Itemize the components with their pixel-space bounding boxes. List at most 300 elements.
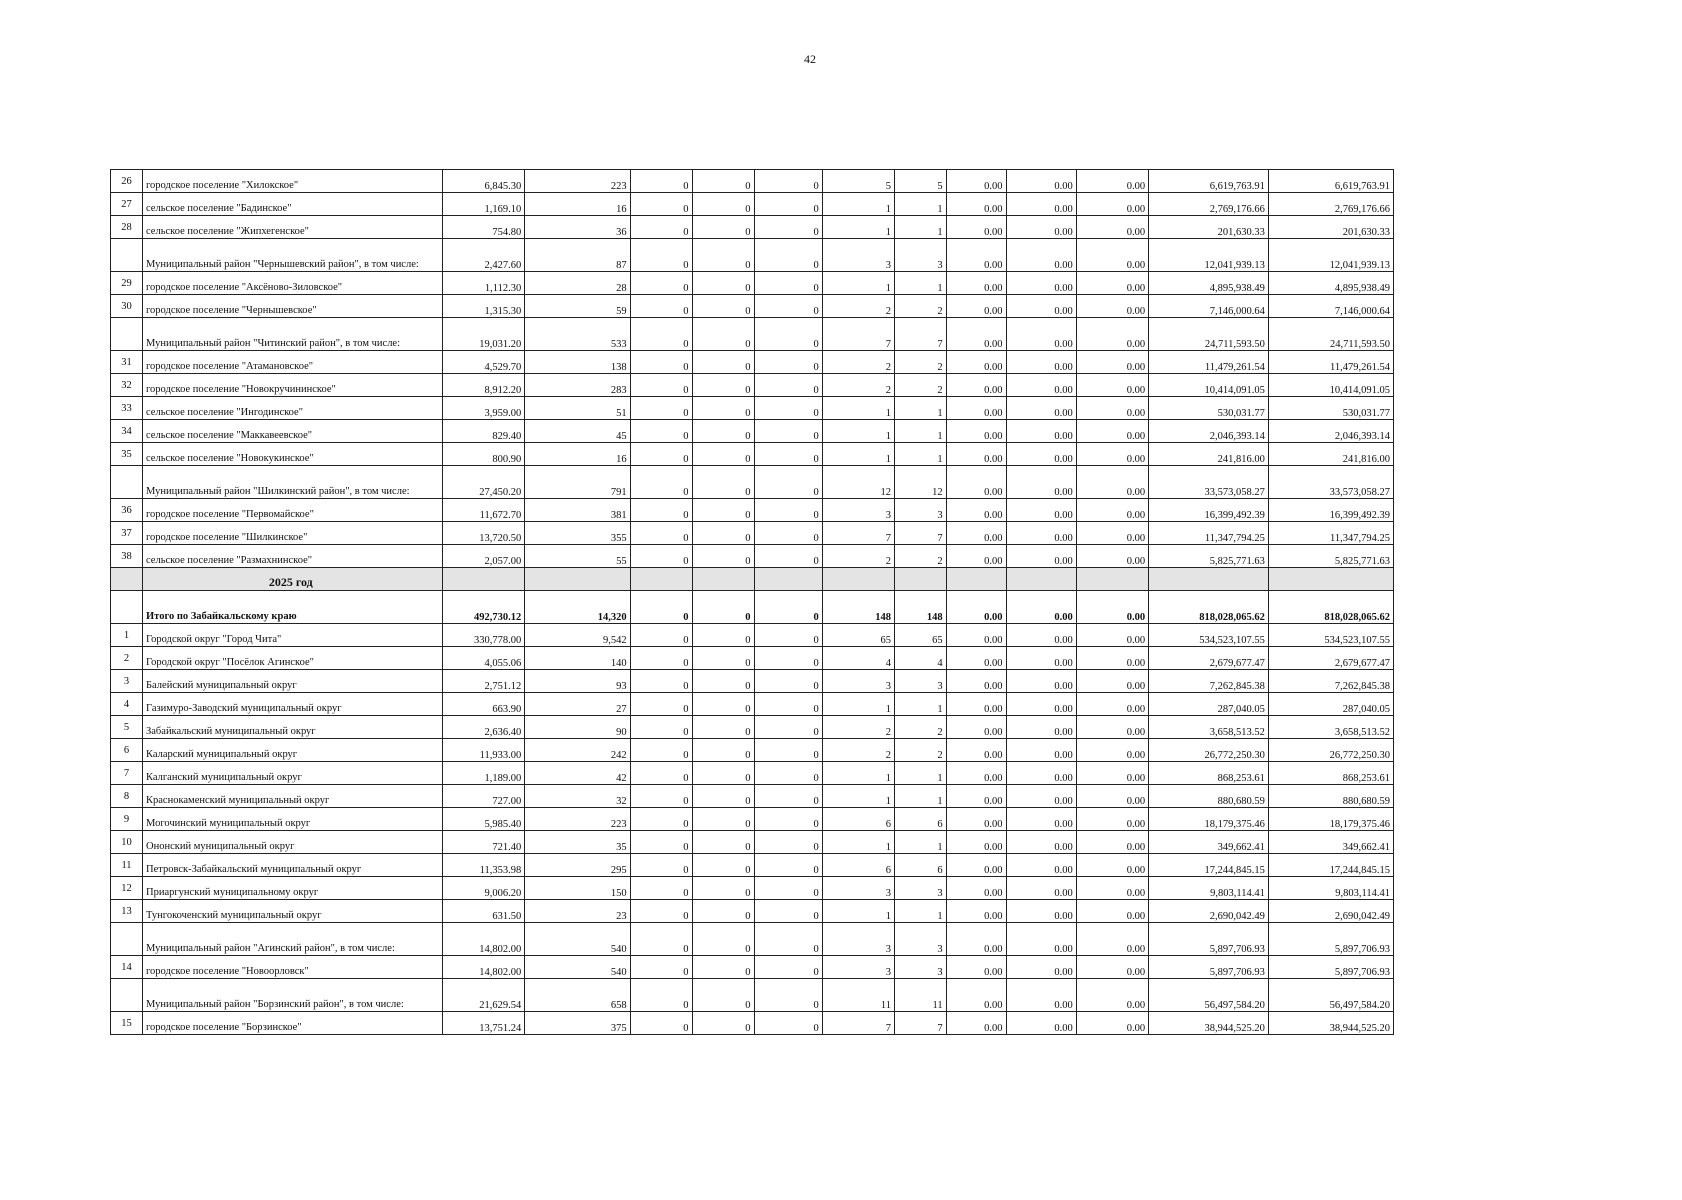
value-cell: 0.00 (1076, 295, 1148, 318)
value-cell: 0.00 (1076, 545, 1148, 568)
value-cell: 0 (754, 670, 822, 693)
value-cell: 3 (822, 923, 894, 956)
value-cell: 6,845.30 (442, 170, 525, 193)
value-cell: 4,895,938.49 (1149, 272, 1269, 295)
value-cell: 868,253.61 (1149, 762, 1269, 785)
value-cell: 19,031.20 (442, 318, 525, 351)
value-cell: 0 (630, 670, 692, 693)
value-cell: 5,897,706.93 (1149, 923, 1269, 956)
value-cell: 6,619,763.91 (1268, 170, 1393, 193)
value-cell: 1 (822, 420, 894, 443)
municipality-name: городское поселение "Новоорловск" (143, 956, 443, 979)
row-number: 10 (111, 831, 143, 854)
value-cell: 0 (754, 739, 822, 762)
value-cell: 0.00 (946, 193, 1006, 216)
value-cell: 540 (525, 923, 630, 956)
value-cell: 0.00 (1006, 923, 1076, 956)
municipality-name: Балейский муниципальный округ (143, 670, 443, 693)
value-cell: 540 (525, 956, 630, 979)
municipality-name: сельское поселение "Бадинское" (143, 193, 443, 216)
value-cell: 0 (630, 831, 692, 854)
value-cell: 381 (525, 499, 630, 522)
municipality-name: сельское поселение "Новокукинское" (143, 443, 443, 466)
value-cell: 754.80 (442, 216, 525, 239)
table-cell (442, 568, 525, 591)
value-cell: 0 (630, 591, 692, 624)
value-cell: 7,262,845.38 (1268, 670, 1393, 693)
value-cell: 0 (630, 762, 692, 785)
value-cell: 38,944,525.20 (1268, 1012, 1393, 1035)
value-cell: 0 (692, 420, 754, 443)
table-row (111, 762, 1394, 785)
table-row (111, 808, 1394, 831)
value-cell: 11,933.00 (442, 739, 525, 762)
value-cell: 2,046,393.14 (1268, 420, 1393, 443)
value-cell: 3 (894, 923, 946, 956)
row-number: 30 (111, 295, 143, 318)
value-cell: 0 (692, 193, 754, 216)
value-cell: 0.00 (946, 693, 1006, 716)
value-cell: 0.00 (946, 647, 1006, 670)
value-cell: 0.00 (1006, 272, 1076, 295)
value-cell: 5 (894, 170, 946, 193)
row-number (111, 466, 143, 499)
municipality-name: Муниципальный район "Борзинский район", в том числе: (143, 979, 443, 1012)
table-row (111, 466, 1394, 499)
value-cell: 5,897,706.93 (1268, 956, 1393, 979)
value-cell: 87 (525, 239, 630, 272)
value-cell: 0 (630, 545, 692, 568)
value-cell: 2 (894, 716, 946, 739)
municipality-name: сельское поселение "Размахнинское" (143, 545, 443, 568)
value-cell: 0.00 (1006, 170, 1076, 193)
value-cell: 11,479,261.54 (1268, 351, 1393, 374)
value-cell: 0 (630, 295, 692, 318)
value-cell: 0 (692, 979, 754, 1012)
value-cell: 0.00 (1076, 591, 1148, 624)
value-cell: 631.50 (442, 900, 525, 923)
value-cell: 0 (692, 397, 754, 420)
value-cell: 2 (822, 295, 894, 318)
table-row (111, 739, 1394, 762)
value-cell: 8,912.20 (442, 374, 525, 397)
municipality-name: городское поселение "Чернышевское" (143, 295, 443, 318)
value-cell: 0.00 (946, 443, 1006, 466)
value-cell: 3,658,513.52 (1149, 716, 1269, 739)
value-cell: 0.00 (1006, 854, 1076, 877)
row-number: 6 (111, 739, 143, 762)
table-cell (1006, 568, 1076, 591)
value-cell: 0.00 (1076, 351, 1148, 374)
value-cell: 14,320 (525, 591, 630, 624)
value-cell: 0.00 (946, 170, 1006, 193)
table-cell (1268, 568, 1393, 591)
value-cell: 349,662.41 (1149, 831, 1269, 854)
value-cell: 0 (754, 397, 822, 420)
value-cell: 0 (754, 443, 822, 466)
value-cell: 150 (525, 877, 630, 900)
value-cell: 0 (754, 522, 822, 545)
value-cell: 9,542 (525, 624, 630, 647)
value-cell: 0 (630, 272, 692, 295)
value-cell: 13,720.50 (442, 522, 525, 545)
value-cell: 0.00 (1076, 956, 1148, 979)
value-cell: 1 (822, 397, 894, 420)
value-cell: 0 (692, 877, 754, 900)
value-cell: 2,679,677.47 (1149, 647, 1269, 670)
row-number: 9 (111, 808, 143, 831)
value-cell: 0.00 (946, 545, 1006, 568)
value-cell: 0.00 (946, 591, 1006, 624)
table-body (111, 170, 1394, 1035)
municipality-name: городское поселение "Атамановское" (143, 351, 443, 374)
value-cell: 7 (822, 522, 894, 545)
value-cell: 0.00 (1076, 808, 1148, 831)
value-cell: 287,040.05 (1268, 693, 1393, 716)
value-cell: 23 (525, 900, 630, 923)
row-number: 2 (111, 647, 143, 670)
value-cell: 12,041,939.13 (1149, 239, 1269, 272)
value-cell: 0.00 (946, 295, 1006, 318)
value-cell: 0.00 (946, 877, 1006, 900)
value-cell: 0 (754, 193, 822, 216)
value-cell: 0 (630, 900, 692, 923)
value-cell: 0 (692, 739, 754, 762)
value-cell: 0 (692, 647, 754, 670)
value-cell: 0.00 (1006, 591, 1076, 624)
municipality-name: Городской округ "Посёлок Агинское" (143, 647, 443, 670)
value-cell: 0 (754, 762, 822, 785)
value-cell: 1 (894, 693, 946, 716)
value-cell: 530,031.77 (1149, 397, 1269, 420)
table-row (111, 716, 1394, 739)
value-cell: 1,112.30 (442, 272, 525, 295)
value-cell: 0 (754, 624, 822, 647)
value-cell: 0 (692, 443, 754, 466)
value-cell: 0.00 (1076, 624, 1148, 647)
value-cell: 7 (894, 318, 946, 351)
table-row (111, 193, 1394, 216)
value-cell: 5,897,706.93 (1268, 923, 1393, 956)
value-cell: 65 (894, 624, 946, 647)
value-cell: 0.00 (1076, 923, 1148, 956)
value-cell: 0.00 (1006, 216, 1076, 239)
table-row (111, 272, 1394, 295)
row-number: 7 (111, 762, 143, 785)
row-number: 34 (111, 420, 143, 443)
value-cell: 2,636.40 (442, 716, 525, 739)
value-cell: 0 (692, 923, 754, 956)
value-cell: 0 (692, 295, 754, 318)
value-cell: 0.00 (946, 762, 1006, 785)
table-row (111, 295, 1394, 318)
value-cell: 11,672.70 (442, 499, 525, 522)
value-cell: 0.00 (1006, 443, 1076, 466)
value-cell: 2 (894, 295, 946, 318)
value-cell: 51 (525, 397, 630, 420)
row-number: 36 (111, 499, 143, 522)
municipality-name: Муниципальный район "Агинский район", в том числе: (143, 923, 443, 956)
table-row (111, 522, 1394, 545)
value-cell: 868,253.61 (1268, 762, 1393, 785)
value-cell: 0 (754, 785, 822, 808)
value-cell: 534,523,107.55 (1268, 624, 1393, 647)
municipality-name: Тунгокоченский муниципальный округ (143, 900, 443, 923)
value-cell: 0.00 (1006, 193, 1076, 216)
municipality-name: Петровск-Забайкальский муниципальный округ (143, 854, 443, 877)
value-cell: 791 (525, 466, 630, 499)
value-cell: 0 (692, 624, 754, 647)
value-cell: 7 (894, 1012, 946, 1035)
value-cell: 12,041,939.13 (1268, 239, 1393, 272)
value-cell: 0 (692, 808, 754, 831)
value-cell: 0 (630, 647, 692, 670)
row-number: 13 (111, 900, 143, 923)
row-number: 4 (111, 693, 143, 716)
value-cell: 5,985.40 (442, 808, 525, 831)
municipality-name: Газимуро-Заводский муниципальный округ (143, 693, 443, 716)
table-row (111, 397, 1394, 420)
value-cell: 0.00 (1006, 808, 1076, 831)
value-cell: 242 (525, 739, 630, 762)
municipality-name: городское поселение "Первомайское" (143, 499, 443, 522)
value-cell: 0.00 (1006, 693, 1076, 716)
row-number: 15 (111, 1012, 143, 1035)
value-cell: 7,146,000.64 (1149, 295, 1269, 318)
value-cell: 829.40 (442, 420, 525, 443)
municipality-name: городское поселение "Шилкинское" (143, 522, 443, 545)
table-cell (822, 568, 894, 591)
value-cell: 0.00 (1076, 420, 1148, 443)
value-cell: 3 (894, 239, 946, 272)
value-cell: 1 (894, 397, 946, 420)
value-cell: 3 (894, 877, 946, 900)
value-cell: 0 (630, 808, 692, 831)
value-cell: 0.00 (946, 499, 1006, 522)
value-cell: 0 (754, 499, 822, 522)
value-cell: 658 (525, 979, 630, 1012)
municipality-name: сельское поселение "Маккавеевское" (143, 420, 443, 443)
value-cell: 0.00 (1006, 647, 1076, 670)
value-cell: 3 (822, 499, 894, 522)
value-cell: 16 (525, 443, 630, 466)
value-cell: 0.00 (946, 318, 1006, 351)
value-cell: 9,803,114.41 (1149, 877, 1269, 900)
value-cell: 11,347,794.25 (1149, 522, 1269, 545)
value-cell: 28 (525, 272, 630, 295)
value-cell: 0 (692, 272, 754, 295)
municipality-name: Каларский муниципальный округ (143, 739, 443, 762)
value-cell: 1,169.10 (442, 193, 525, 216)
row-number: 31 (111, 351, 143, 374)
value-cell: 0.00 (1006, 420, 1076, 443)
value-cell: 3,658,513.52 (1268, 716, 1393, 739)
row-number: 5 (111, 716, 143, 739)
value-cell: 0.00 (946, 739, 1006, 762)
value-cell: 241,816.00 (1268, 443, 1393, 466)
value-cell: 0 (630, 956, 692, 979)
value-cell: 4,055.06 (442, 647, 525, 670)
value-cell: 0.00 (1006, 900, 1076, 923)
value-cell: 0.00 (1076, 466, 1148, 499)
value-cell: 18,179,375.46 (1149, 808, 1269, 831)
value-cell: 59 (525, 295, 630, 318)
value-cell: 223 (525, 170, 630, 193)
year-label: 2025 год (143, 568, 443, 591)
value-cell: 0 (754, 854, 822, 877)
value-cell: 90 (525, 716, 630, 739)
value-cell: 1 (822, 693, 894, 716)
value-cell: 1 (894, 785, 946, 808)
table-row (111, 170, 1394, 193)
value-cell: 2,751.12 (442, 670, 525, 693)
table-row (111, 443, 1394, 466)
value-cell: 2 (894, 545, 946, 568)
row-number (111, 591, 143, 624)
value-cell: 355 (525, 522, 630, 545)
municipality-name: Итого по Забайкальскому краю (143, 591, 443, 624)
value-cell: 818,028,065.62 (1149, 591, 1269, 624)
value-cell: 0 (692, 239, 754, 272)
value-cell: 56,497,584.20 (1268, 979, 1393, 1012)
municipality-name: Муниципальный район "Чернышевский район", в том числе: (143, 239, 443, 272)
value-cell: 32 (525, 785, 630, 808)
value-cell: 0 (754, 591, 822, 624)
value-cell: 0 (630, 522, 692, 545)
value-cell: 36 (525, 216, 630, 239)
value-cell: 0 (754, 216, 822, 239)
value-cell: 0 (754, 318, 822, 351)
value-cell: 0 (692, 351, 754, 374)
value-cell: 0.00 (1006, 716, 1076, 739)
value-cell: 7 (894, 522, 946, 545)
value-cell: 0 (630, 854, 692, 877)
value-cell: 0.00 (946, 216, 1006, 239)
value-cell: 0 (692, 900, 754, 923)
value-cell: 0.00 (1076, 522, 1148, 545)
value-cell: 0 (754, 170, 822, 193)
municipality-name: Калганский муниципальный округ (143, 762, 443, 785)
table-cell (692, 568, 754, 591)
value-cell: 24,711,593.50 (1149, 318, 1269, 351)
row-number: 32 (111, 374, 143, 397)
value-cell: 721.40 (442, 831, 525, 854)
value-cell: 2,769,176.66 (1268, 193, 1393, 216)
value-cell: 0.00 (946, 808, 1006, 831)
table-row (111, 979, 1394, 1012)
value-cell: 3 (894, 956, 946, 979)
value-cell: 0.00 (946, 351, 1006, 374)
municipality-name: сельское поселение "Жипхегенское" (143, 216, 443, 239)
value-cell: 0 (692, 522, 754, 545)
row-number: 26 (111, 170, 143, 193)
value-cell: 5,897,706.93 (1149, 956, 1269, 979)
value-cell: 11 (822, 979, 894, 1012)
value-cell: 7 (822, 1012, 894, 1035)
row-number (111, 923, 143, 956)
value-cell: 0.00 (1006, 956, 1076, 979)
value-cell: 2,679,677.47 (1268, 647, 1393, 670)
value-cell: 0.00 (946, 466, 1006, 499)
value-cell: 11,347,794.25 (1268, 522, 1393, 545)
value-cell: 1 (822, 443, 894, 466)
value-cell: 0.00 (1076, 374, 1148, 397)
value-cell: 0 (754, 693, 822, 716)
table-row (111, 831, 1394, 854)
value-cell: 3 (822, 239, 894, 272)
value-cell: 6 (822, 854, 894, 877)
value-cell: 0.00 (1076, 170, 1148, 193)
value-cell: 0 (754, 351, 822, 374)
value-cell: 283 (525, 374, 630, 397)
table-row (111, 374, 1394, 397)
value-cell: 0 (692, 762, 754, 785)
value-cell: 0 (692, 545, 754, 568)
value-cell: 27,450.20 (442, 466, 525, 499)
municipality-name: Ононский муниципальный округ (143, 831, 443, 854)
municipality-name: городское поселение "Хилокское" (143, 170, 443, 193)
value-cell: 3 (822, 956, 894, 979)
value-cell: 818,028,065.62 (1268, 591, 1393, 624)
value-cell: 0 (692, 499, 754, 522)
municipality-name: Могочинский муниципальный округ (143, 808, 443, 831)
value-cell: 0 (754, 979, 822, 1012)
row-number: 37 (111, 522, 143, 545)
value-cell: 0 (692, 831, 754, 854)
value-cell: 0.00 (1006, 624, 1076, 647)
value-cell: 0.00 (1076, 670, 1148, 693)
value-cell: 0 (692, 693, 754, 716)
value-cell: 2 (822, 739, 894, 762)
value-cell: 0 (692, 591, 754, 624)
value-cell: 0 (630, 466, 692, 499)
value-cell: 0 (754, 420, 822, 443)
value-cell: 5 (822, 170, 894, 193)
value-cell: 2,690,042.49 (1149, 900, 1269, 923)
value-cell: 2,769,176.66 (1149, 193, 1269, 216)
year-separator-row (111, 568, 1394, 591)
row-number (111, 318, 143, 351)
value-cell: 0 (692, 170, 754, 193)
value-cell: 93 (525, 670, 630, 693)
value-cell: 0.00 (946, 785, 1006, 808)
row-number: 11 (111, 854, 143, 877)
row-number: 12 (111, 877, 143, 900)
table-row (111, 216, 1394, 239)
value-cell: 0 (754, 239, 822, 272)
table-row (111, 239, 1394, 272)
table-cell (754, 568, 822, 591)
value-cell: 2 (822, 716, 894, 739)
value-cell: 0.00 (946, 624, 1006, 647)
table-cell (894, 568, 946, 591)
value-cell: 1 (822, 762, 894, 785)
value-cell: 0 (630, 923, 692, 956)
value-cell: 0 (630, 979, 692, 1012)
value-cell: 4,529.70 (442, 351, 525, 374)
value-cell: 42 (525, 762, 630, 785)
value-cell: 0 (630, 170, 692, 193)
value-cell: 0 (630, 716, 692, 739)
value-cell: 14,802.00 (442, 923, 525, 956)
value-cell: 295 (525, 854, 630, 877)
value-cell: 530,031.77 (1268, 397, 1393, 420)
value-cell: 6,619,763.91 (1149, 170, 1269, 193)
value-cell: 0.00 (1006, 545, 1076, 568)
value-cell: 880,680.59 (1149, 785, 1269, 808)
value-cell: 0 (630, 374, 692, 397)
value-cell: 16 (525, 193, 630, 216)
